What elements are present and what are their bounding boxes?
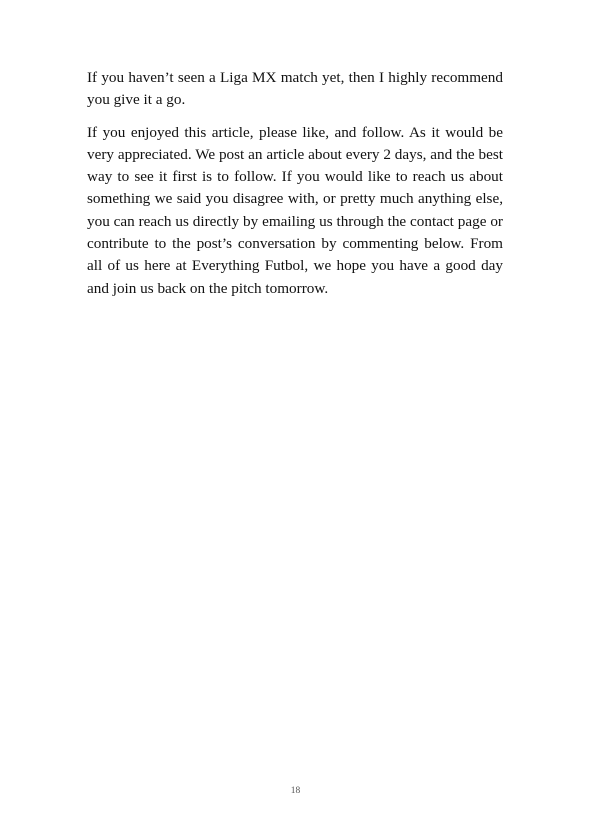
paragraph-liga-mx-recommendation: If you haven’t seen a Liga MX match yet, then I highly recommend you give it a go. xyxy=(87,69,503,109)
body-text xyxy=(87,67,503,310)
page-number: 18 xyxy=(290,786,301,796)
paragraph-closing-message: If you enjoyed this article, please like, and follow. As it would be very appreciated. We post an article about every 2 days, and the best way to see it first is to follow. If you would like to reach us about something we said you disagree with, or pretty much anything else, you can reach us directly by emailing us through the contact page or contribute to the post’s conversation by commenting below. From all of us here at Everything Futbol, we hope you have a good day and join us back on the pitch tomorrow. xyxy=(87,123,503,297)
